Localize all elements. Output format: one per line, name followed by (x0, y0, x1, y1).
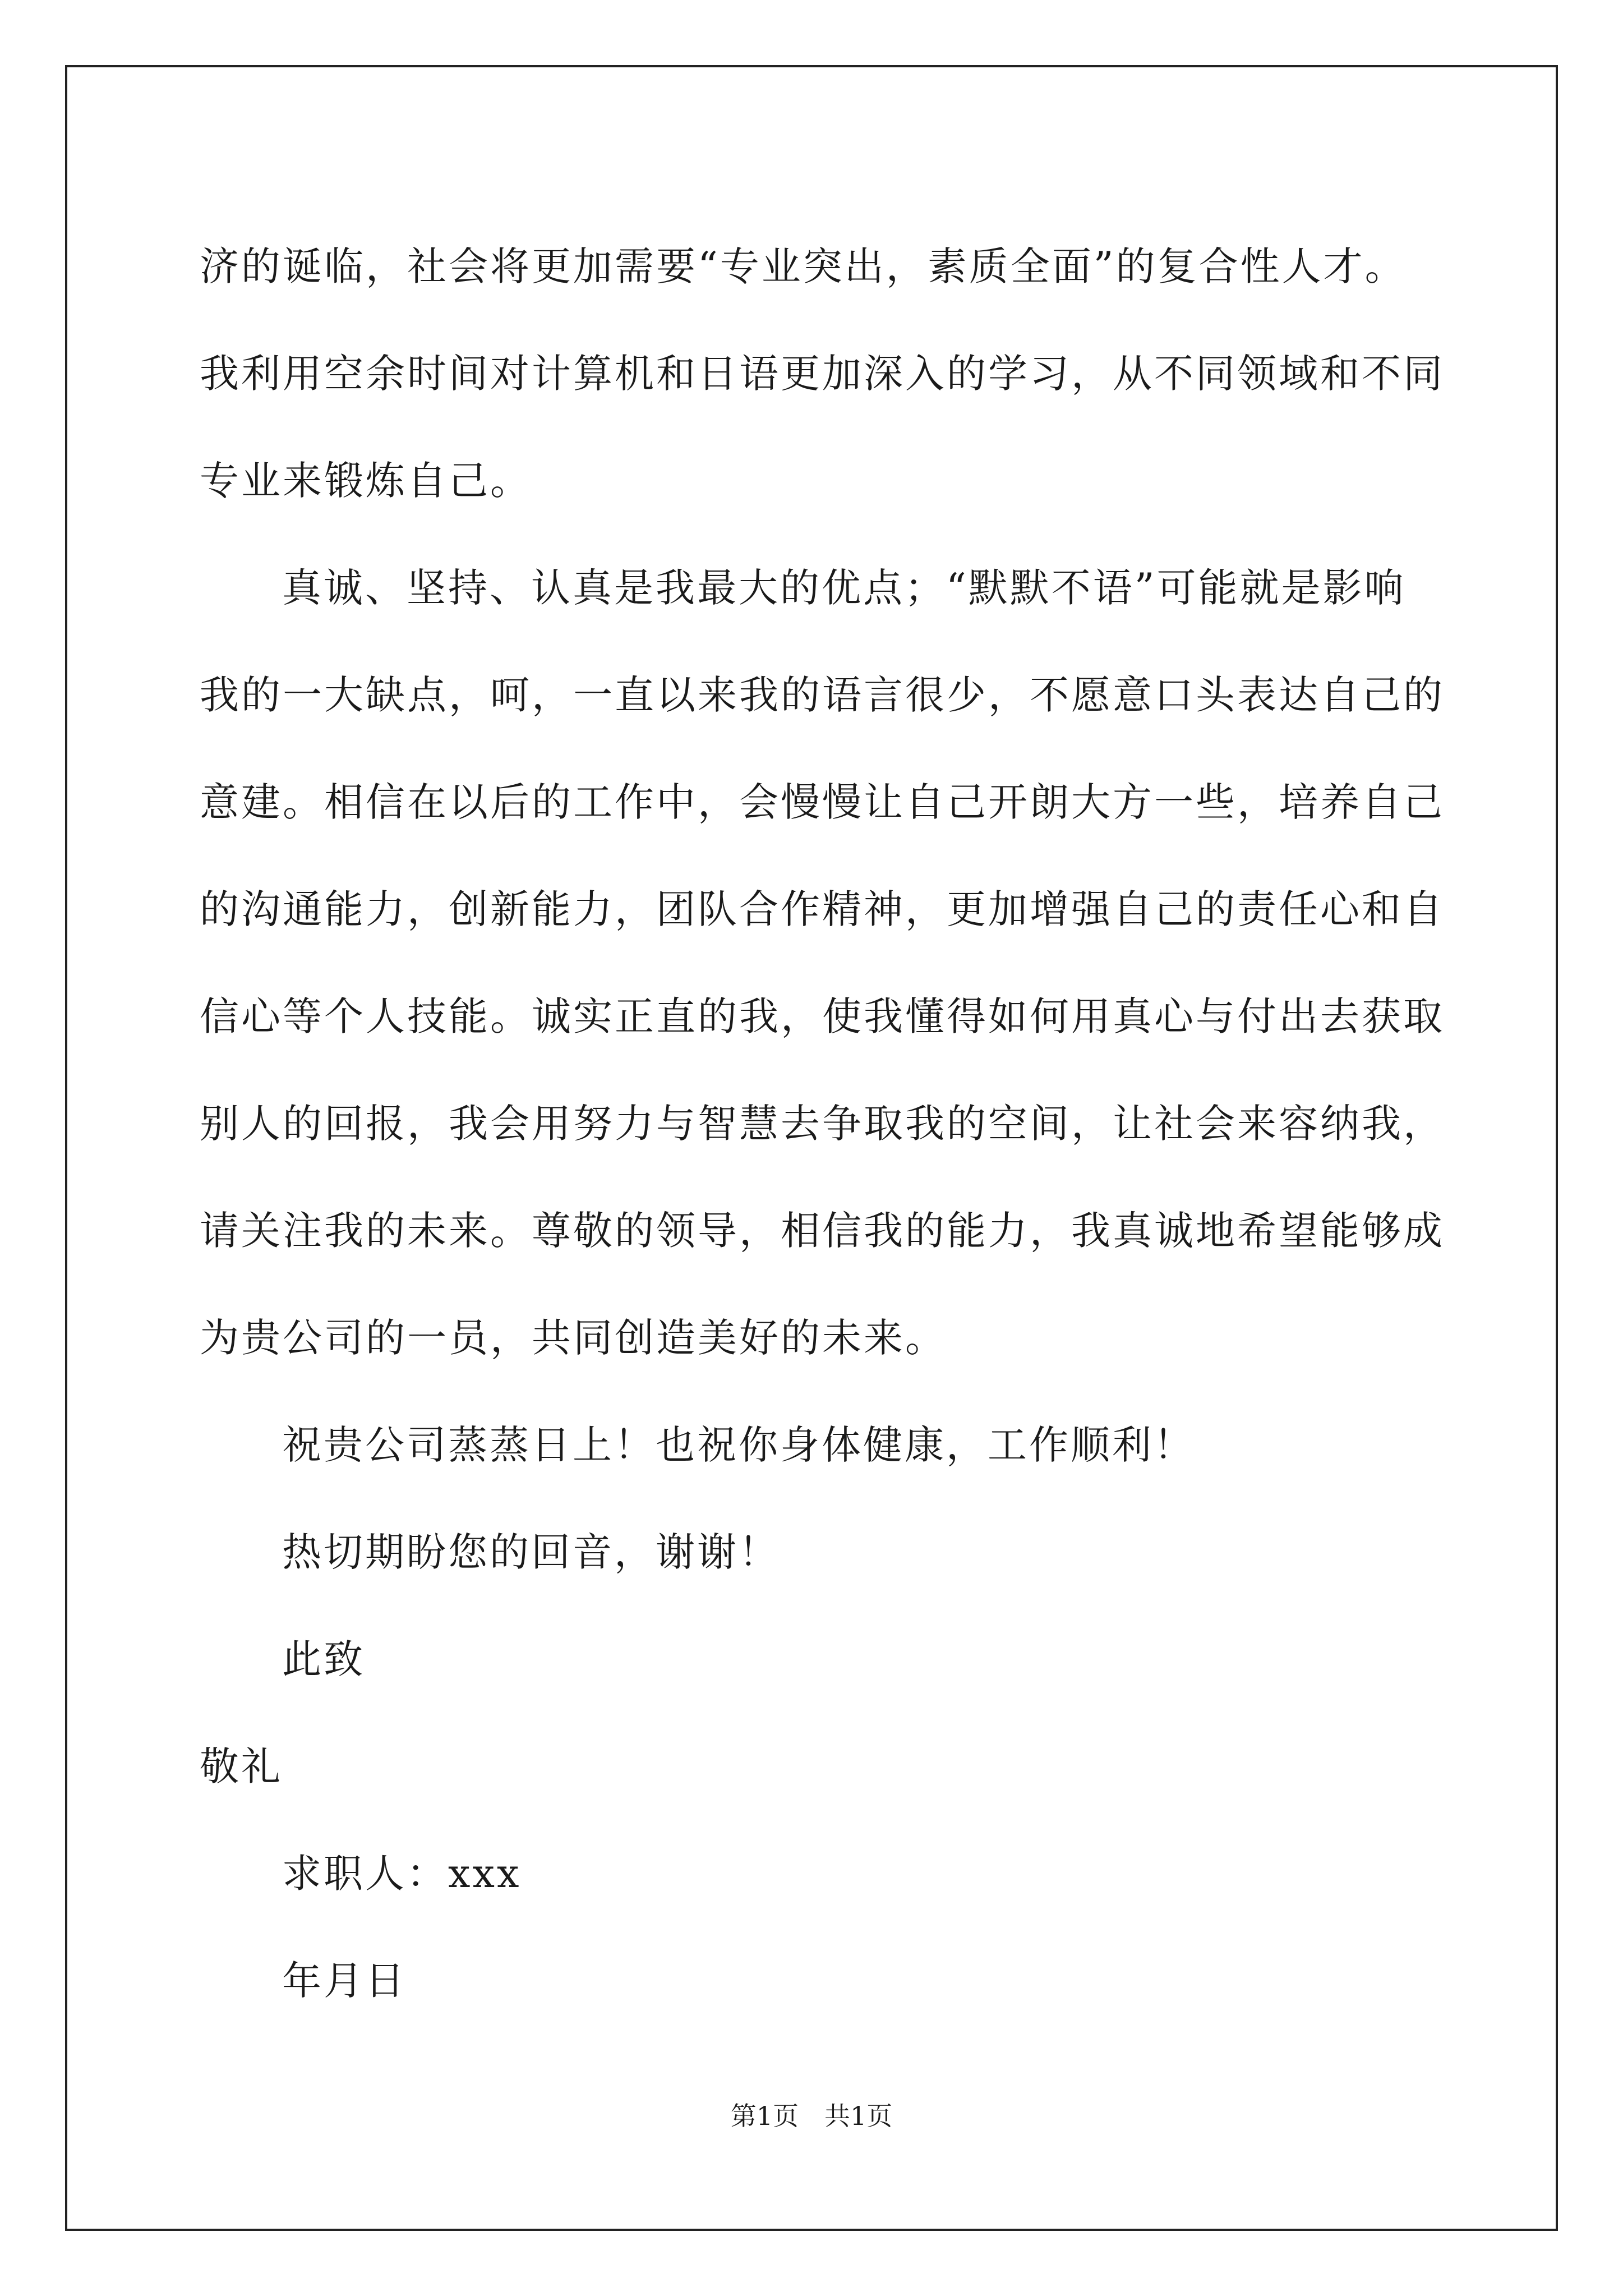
paragraph-line: 请关注我的未来。尊敬的领导，相信我的能力，我真诚地希望能够成 (200, 1208, 1445, 1254)
paragraph-line: 济的诞临，社会将更加需要“专业突出，素质全面”的复合性人才。 (200, 243, 1407, 289)
paragraph-line: 真诚、坚持、认真是我最大的优点；“默默不语”可能就是影响 (282, 565, 1406, 611)
paragraph-line: 意建。相信在以后的工作中，会慢慢让自己开朗大方一些，培养自己 (200, 779, 1445, 825)
paragraph-line: 信心等个人技能。诚实正直的我，使我懂得如何用真心与付出去获取 (200, 993, 1445, 1039)
paragraph-line: 为贵公司的一员，共同创造美好的未来。 (200, 1315, 947, 1361)
cover-letter-body (200, 213, 1445, 2035)
page-number-footer: 第1页 共1页 (730, 2101, 893, 2131)
paragraph-line: 别人的回报，我会用努力与智慧去争取我的空间，让社会来容纳我， (200, 1101, 1445, 1147)
regards-line: 敬礼 (200, 1743, 283, 1789)
date-line: 年月日 (282, 1958, 407, 2004)
closing-thanks-line: 热切期盼您的回音，谢谢！ (282, 1529, 780, 1575)
signature-line: 求职人：xxx (282, 1851, 522, 1897)
closing-wish-line: 祝贵公司蒸蒸日上！也祝你身体健康，工作顺利！ (282, 1422, 1195, 1468)
paragraph-line: 我的一大缺点，呵，一直以来我的语言很少，不愿意口头表达自己的 (200, 672, 1445, 718)
paragraph-line: 的沟通能力，创新能力，团队合作精神，更加增强自己的责任心和自 (200, 886, 1445, 932)
paragraph-line: 专业来锻炼自己。 (200, 458, 532, 504)
paragraph-line: 我利用空余时间对计算机和日语更加深入的学习，从不同领域和不同 (200, 351, 1445, 397)
salutation-line: 此致 (282, 1636, 365, 1682)
